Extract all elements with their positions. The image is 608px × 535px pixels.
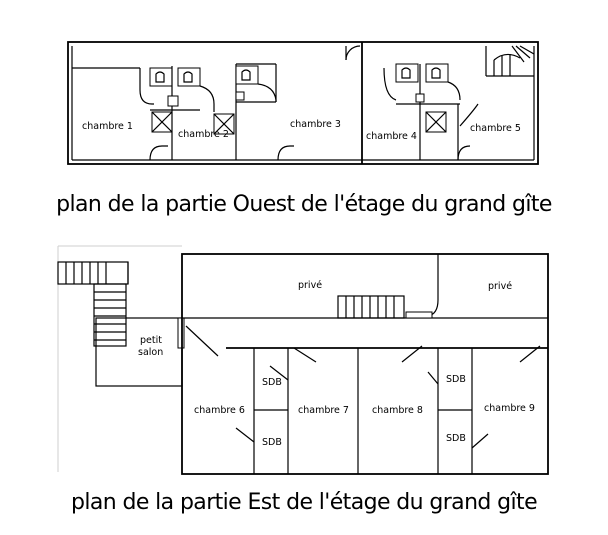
sink-icon [416, 94, 424, 102]
room-label-chambre-8: chambre 8 [372, 405, 423, 416]
room-label-chambre-5: chambre 5 [470, 123, 521, 134]
room-label-salon: salon [138, 347, 164, 358]
west-plan-drawing [68, 42, 538, 164]
toilet-icon [236, 66, 258, 84]
toilet-icon [426, 64, 448, 82]
sink-icon [168, 96, 178, 106]
west-staircase [486, 46, 534, 76]
room-label-petit: petit [140, 335, 162, 346]
room-label-chambre-7: chambre 7 [298, 405, 349, 416]
room-label-prive-right: privé [488, 281, 513, 292]
east-plan-drawing [58, 246, 548, 474]
toilet-icon [396, 64, 418, 82]
toilet-icon [178, 68, 200, 86]
room-label-sdb-4: SDB [446, 433, 466, 444]
room-label-sdb-3: SDB [262, 437, 282, 448]
room-label-chambre-1: chambre 1 [82, 121, 133, 132]
room-label-prive-left: privé [298, 280, 323, 291]
room-label-chambre-6: chambre 6 [194, 405, 245, 416]
room-label-sdb-1: SDB [262, 377, 282, 388]
door-arc [346, 46, 360, 60]
west-plan-caption: plan de la partie Ouest de l'étage du grand gîte [56, 192, 552, 217]
east-staircase [58, 262, 128, 346]
room-label-chambre-2: chambre 2 [178, 129, 229, 140]
room-label-sdb-2: SDB [446, 374, 466, 385]
toilet-icon [150, 68, 172, 86]
east-plan-caption: plan de la partie Est de l'étage du grand gîte [70, 490, 538, 515]
room-label-chambre-9: chambre 9 [484, 403, 535, 414]
room-label-chambre-3: chambre 3 [290, 119, 341, 130]
room-label-chambre-4: chambre 4 [366, 131, 417, 142]
sink-icon [236, 92, 244, 100]
